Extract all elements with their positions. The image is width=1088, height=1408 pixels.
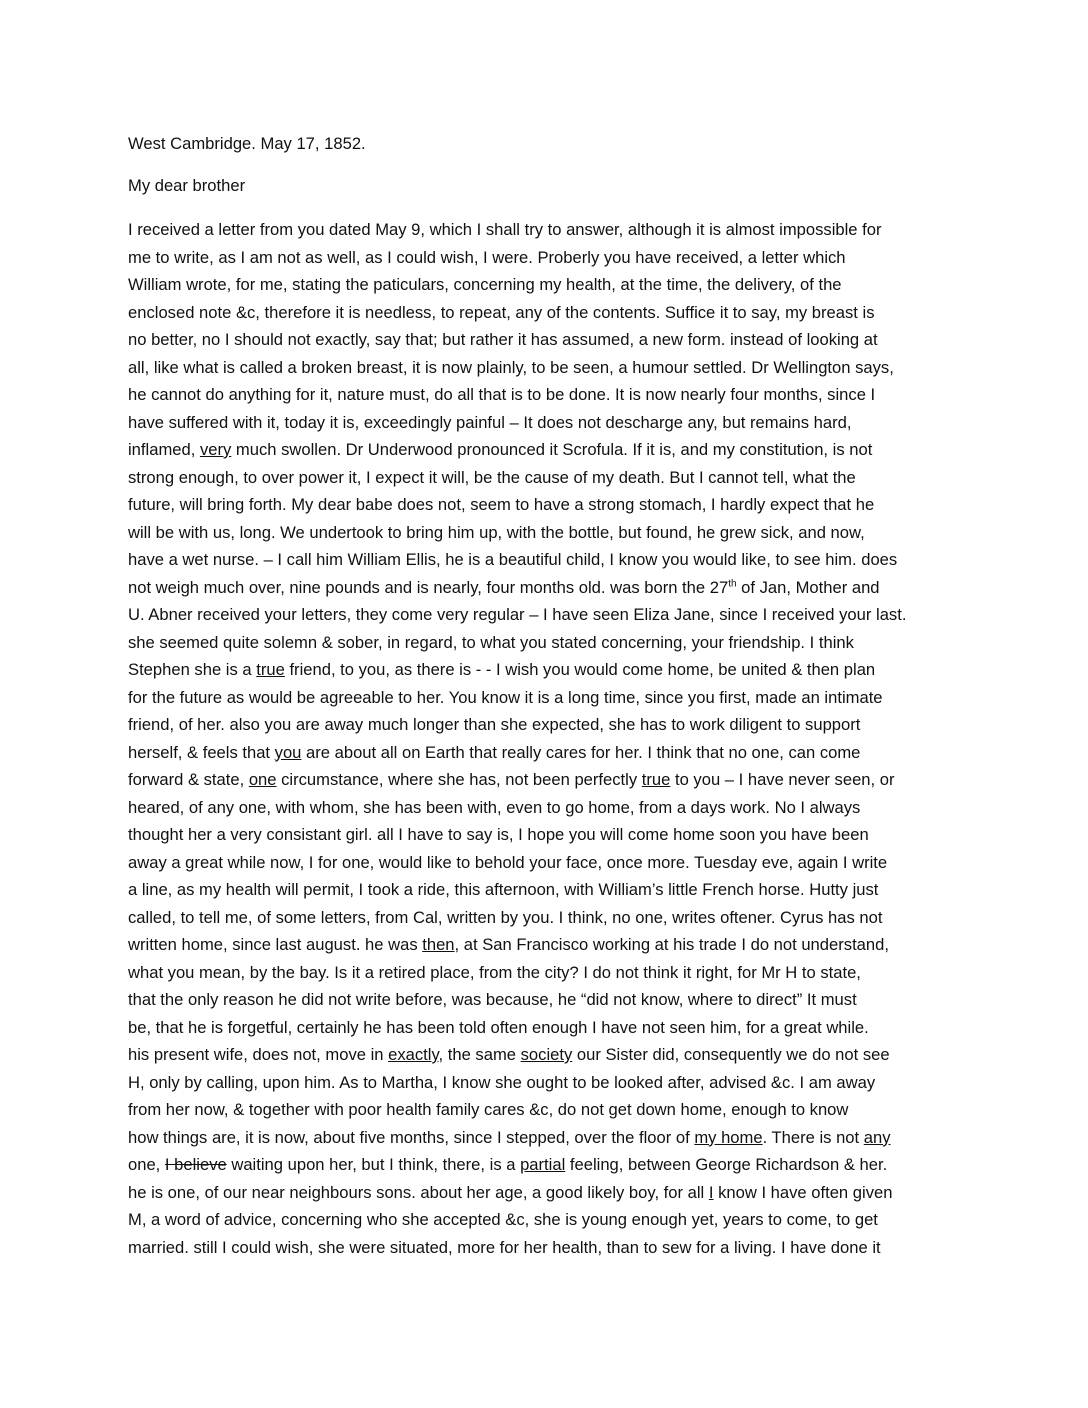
line-text: how things are, it is now, about five months, since I stepped, over the floor of <box>128 1127 695 1147</box>
letter-line <box>128 491 968 519</box>
letter-body <box>128 216 968 1261</box>
line-text: married. still I could wish, she were situated, more for her health, than to sew for a living. I have done it <box>128 1237 881 1257</box>
letter-line <box>128 409 968 437</box>
letter-line <box>128 519 968 547</box>
letter-line <box>128 601 968 629</box>
letter-line <box>128 986 968 1014</box>
letter-line <box>128 766 968 794</box>
letter-line <box>128 326 968 354</box>
line-text: be, that he is forgetful, certainly he has been told often enough I have not seen him, for a great while. <box>128 1017 869 1037</box>
line-text: me to write, as I am not as well, as I could wish, I were. Proberly you have received, a letter which <box>128 247 846 267</box>
underlined-text: true <box>641 770 671 789</box>
line-text: . There is not <box>762 1127 864 1147</box>
letter-line <box>128 849 968 877</box>
line-text: strong enough, to over power it, I expect it will, be the cause of my death. But I cannot tell, what the <box>128 467 856 487</box>
underlined-text: I <box>708 1182 714 1202</box>
letter-line <box>128 1179 968 1207</box>
underlined-text: you <box>274 742 302 762</box>
line-text: friend, of her. also you are away much longer than she expected, she has to work diligent to support <box>128 715 861 734</box>
letter-line <box>128 1151 968 1179</box>
line-text: he is one, of our near neighbours sons. about her age, a good likely boy, for all <box>128 1182 709 1202</box>
letter-line <box>128 1206 968 1234</box>
line-text: forward & state, <box>128 770 249 789</box>
letter-place-date: West Cambridge. May 17, 1852. <box>128 134 366 153</box>
letter-line <box>128 1014 968 1042</box>
letter-line <box>128 876 968 904</box>
line-text: will be with us, long. We undertook to bring him up, with the bottle, but found, he grew sick, and now, <box>128 522 865 542</box>
line-text: William wrote, for me, stating the paticulars, concerning my health, at the time, the delivery, of the <box>128 275 842 294</box>
line-text: called, to tell me, of some letters, from Cal, written by you. I think, no one, writes oftener. Cyrus has not <box>128 907 883 927</box>
letter-line <box>128 464 968 492</box>
line-text: U. Abner received your letters, they come very regular – I have seen Eliza Jane, since I received your last. <box>128 605 907 624</box>
letter-line <box>128 1096 968 1124</box>
underlined-text: then <box>422 935 455 954</box>
letter-line <box>128 821 968 849</box>
line-text: herself, & feels that <box>128 742 275 762</box>
underlined-text: any <box>863 1127 891 1147</box>
underlined-text: partial <box>520 1155 566 1174</box>
letter-line <box>128 244 968 272</box>
line-text: know I have often given <box>713 1182 893 1202</box>
underlined-text: one <box>248 770 277 789</box>
line-text: enclosed note &c, therefore it is needless, to repeat, any of the contents. Suffice it to say, my breast is <box>128 302 875 322</box>
letter-line <box>128 299 968 327</box>
letter-line <box>128 1234 968 1262</box>
superscript-text: th <box>728 577 737 589</box>
line-text: to you – I have never seen, or <box>670 770 895 789</box>
line-text: what you mean, by the bay. Is it a retired place, from the city? I do not think it right, for Mr H to state, <box>128 962 861 982</box>
underlined-text: very <box>199 440 232 459</box>
line-text: friend, to you, as there is - - I wish you would come home, be united & then plan <box>284 660 876 679</box>
letter-line <box>128 1041 968 1069</box>
line-text: are about all on Earth that really cares for her. I think that no one, can come <box>301 742 861 762</box>
letter-line <box>128 931 968 959</box>
line-text: a line, as my health will permit, I took a ride, this afternoon, with William’s little French horse. Hutty just <box>128 880 879 899</box>
line-text: all, like what is called a broken breast, it is now plainly, to be seen, a humour settled. Dr Wellington says, <box>128 357 894 377</box>
line-text: that the only reason he did not write before, was because, he “did not know, where to direct” It must <box>128 990 857 1009</box>
line-text: future, will bring forth. My dear babe does not, seem to have a strong stomach, I hardly expect that he <box>128 495 875 514</box>
line-text: H, only by calling, upon him. As to Martha, I know she ought to be looked after, advised &c. I am away <box>128 1072 876 1092</box>
line-text: of Jan, Mother and <box>736 577 880 597</box>
line-text: circumstance, where she has, not been perfectly <box>276 770 642 789</box>
line-text: , the same <box>438 1045 521 1064</box>
line-text: , at San Francisco working at his trade I do not understand, <box>454 935 889 954</box>
line-text: M, a word of advice, concerning who she accepted &c, she is young enough yet, years to come, to get <box>128 1210 878 1229</box>
letter-salutation: My dear brother <box>128 176 246 195</box>
line-text: our Sister did, consequently we do not see <box>572 1045 890 1064</box>
letter-line <box>128 354 968 382</box>
line-text: he cannot do anything for it, nature must, do all that is to be done. It is now nearly four months, since I <box>128 385 876 404</box>
line-text: much swollen. Dr Underwood pronounced it Scrofula. If it is, and my constitution, is not <box>231 440 873 459</box>
line-text: away a great while now, I for one, would like to behold your face, once more. Tuesday eve, again I write <box>128 852 888 872</box>
letter-line <box>128 739 968 767</box>
underlined-text: true <box>256 660 285 679</box>
letter-line <box>128 656 968 684</box>
letter-line <box>128 959 968 987</box>
line-text: from her now, & together with poor health family cares &c, do not get down home, enough to know <box>128 1100 849 1119</box>
line-text: Stephen she is a <box>128 660 257 679</box>
letter-line <box>128 381 968 409</box>
line-text: feeling, between George Richardson & her. <box>565 1155 888 1174</box>
letter-line <box>128 1124 968 1152</box>
line-text: for the future as would be agreeable to her. You know it is a long time, since you first, made an intimate <box>128 687 883 707</box>
line-text: heared, of any one, with whom, she has been with, even to go home, from a days work. No I always <box>128 797 861 817</box>
line-text: I received a letter from you dated May 9, which I shall try to answer, although it is almost impossible for <box>128 220 882 239</box>
letter-line <box>128 794 968 822</box>
letter-line <box>128 1069 968 1097</box>
line-text: his present wife, does not, move in <box>128 1045 389 1064</box>
line-text: thought her a very consistant girl. all I have to say is, I hope you will come home soon you have been <box>128 825 869 844</box>
line-text: have suffered with it, today it is, exceedingly painful – It does not descharge any, but remains hard, <box>128 412 852 432</box>
line-text: waiting upon her, but I think, there, is a <box>226 1155 521 1174</box>
letter-line <box>128 271 968 299</box>
struck-text: I believe <box>164 1155 227 1174</box>
line-text: no better, no I should not exactly, say that; but rather it has assumed, a new form. instead of looking at <box>128 330 878 349</box>
line-text: have a wet nurse. – I call him William Ellis, he is a beautiful child, I know you would like, to see him. does <box>128 550 898 569</box>
line-text: written home, since last august. he was <box>128 935 423 954</box>
underlined-text: society <box>520 1045 573 1064</box>
line-text: one, <box>128 1155 165 1174</box>
letter-line <box>128 629 968 657</box>
line-text: inflamed, <box>128 440 200 459</box>
underlined-text: my home <box>694 1127 763 1147</box>
letter-line <box>128 216 968 244</box>
letter-line <box>128 904 968 932</box>
line-text: she seemed quite solemn & sober, in regard, to what you stated concerning, your friendship. I think <box>128 632 854 652</box>
letter-line <box>128 546 968 574</box>
underlined-text: exactly <box>388 1045 439 1064</box>
letter-line <box>128 574 968 602</box>
line-text: not weigh much over, nine pounds and is nearly, four months old. was born the 27 <box>128 577 729 597</box>
letter-line <box>128 711 968 739</box>
letter-line <box>128 436 968 464</box>
letter-line <box>128 684 968 712</box>
